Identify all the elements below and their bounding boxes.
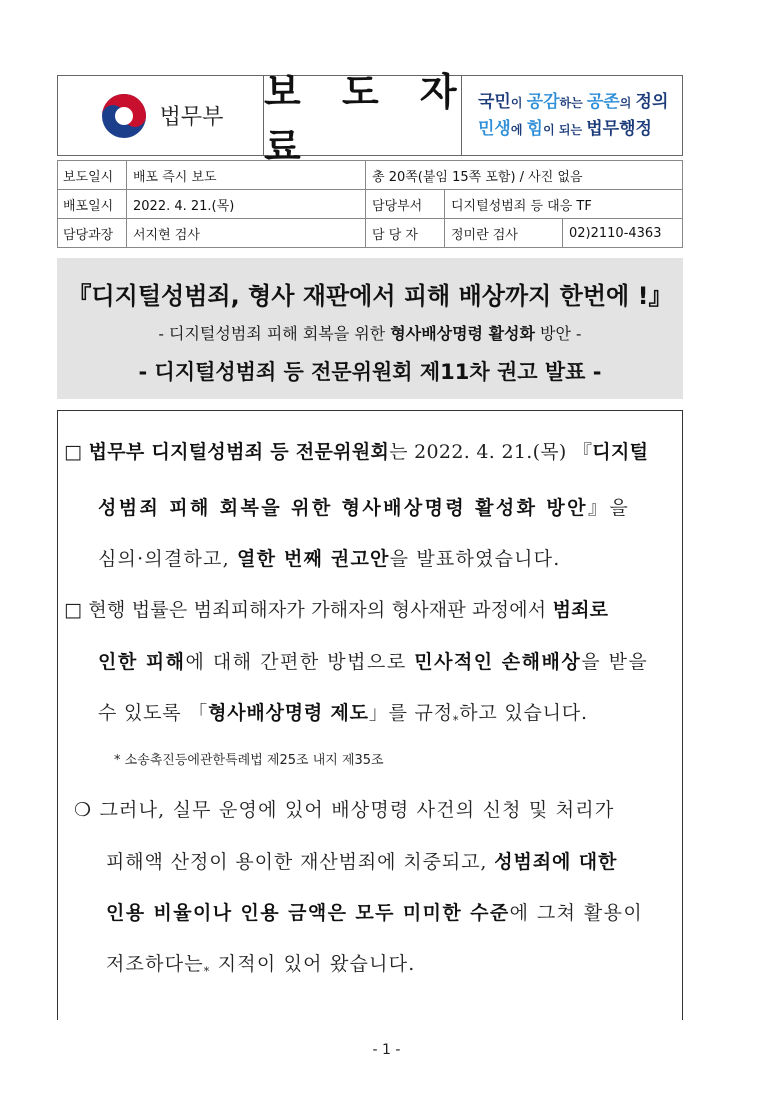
distribution-date-label: 배포일시	[58, 190, 127, 219]
slogan-block	[462, 76, 682, 155]
release-time-value: 배포 즉시 보도	[127, 161, 366, 190]
headline-band	[57, 258, 683, 399]
slogan-line-1: 국민이 공감하는 공존의 정의	[478, 91, 669, 112]
page-number: - 1 -	[372, 1042, 401, 1058]
paragraph-2-line-3: 수 있도록 「형사배상명령 제도」를 규정$_*$하고 있습니다.	[98, 702, 588, 727]
department-label: 담당부서	[366, 190, 445, 219]
release-time-label: 보도일시	[58, 161, 127, 190]
paragraph-2-line-1: □ 현행 법률은 범죄피해자가 가해자의 형사재판 과정에서 범죄로	[64, 599, 609, 621]
paragraph-2-line-2: 인한 피해에 대해 간편한 방법으로 민사적인 손해배상을 받을	[98, 651, 649, 673]
release-info-table	[57, 160, 683, 248]
contact-person-label: 담 당 자	[366, 219, 445, 248]
slogan-line-2: 민생에 힘이 되는 법무행정	[478, 118, 652, 139]
paragraph-1-line-3: 심의·의결하고, 열한 번째 권고안을 발표하였습니다.	[98, 548, 561, 570]
paragraph-3-line-4: 저조하다는$_*$ 지적이 있어 왔습니다.	[106, 953, 416, 978]
taegeuk-emblem-icon	[98, 90, 150, 142]
press-header	[57, 69, 683, 169]
paragraph-3-line-1: ❍ 그러나, 실무 운영에 있어 배상명령 사건의 신청 및 처리가	[74, 799, 615, 821]
distribution-date-value: 2022. 4. 21.(목)	[127, 190, 366, 219]
subheadline: - 디지털성범죄 피해 회복을 위한 형사배상명령 활성화 방안 -	[158, 324, 582, 343]
body-box	[57, 410, 683, 1020]
third-headline: - 디지털성범죄 등 전문위원회 제11차 권고 발표 -	[138, 360, 602, 384]
manager-label: 담당과장	[58, 219, 127, 248]
contact-person-value: 정미란 검사	[445, 219, 563, 248]
manager-value: 서지현 검사	[127, 219, 366, 248]
headline: 『디지털성범죄, 형사 재판에서 피해 배상까지 한번에 !』	[67, 282, 673, 310]
doc-type-title: 보 도 자 료	[264, 69, 471, 169]
ministry-name: 법무부	[159, 105, 224, 130]
paragraph-1-line-1: □ 법무부 디지털성범죄 등 전문위원회는 2022. 4. 21.(목) 『디지털	[64, 441, 649, 463]
table-row	[58, 190, 683, 219]
department-value: 디지털성범죄 등 대응 TF	[445, 190, 683, 219]
table-row	[58, 219, 683, 248]
paragraph-3-line-3: 인용 비율이나 인용 금액은 모두 미미한 수준에 그쳐 활용이	[106, 902, 644, 924]
doc-type-block	[264, 69, 471, 169]
phone-value: 02)2110-4363	[563, 219, 683, 248]
footnote: * 소송촉진등에관한특례법 제25조 내지 제35조	[114, 753, 384, 768]
page-count-value: 총 20쪽(붙임 15쪽 포함) / 사진 없음	[366, 161, 683, 190]
paragraph-1-line-2: 성범죄 피해 회복을 위한 형사배상명령 활성화 방안』을	[98, 497, 631, 519]
paragraph-3-line-2: 피해액 산정이 용이한 재산범죄에 치중되고, 성범죄에 대한	[106, 851, 618, 873]
ministry-logo-block	[58, 76, 264, 155]
table-row	[58, 161, 683, 190]
